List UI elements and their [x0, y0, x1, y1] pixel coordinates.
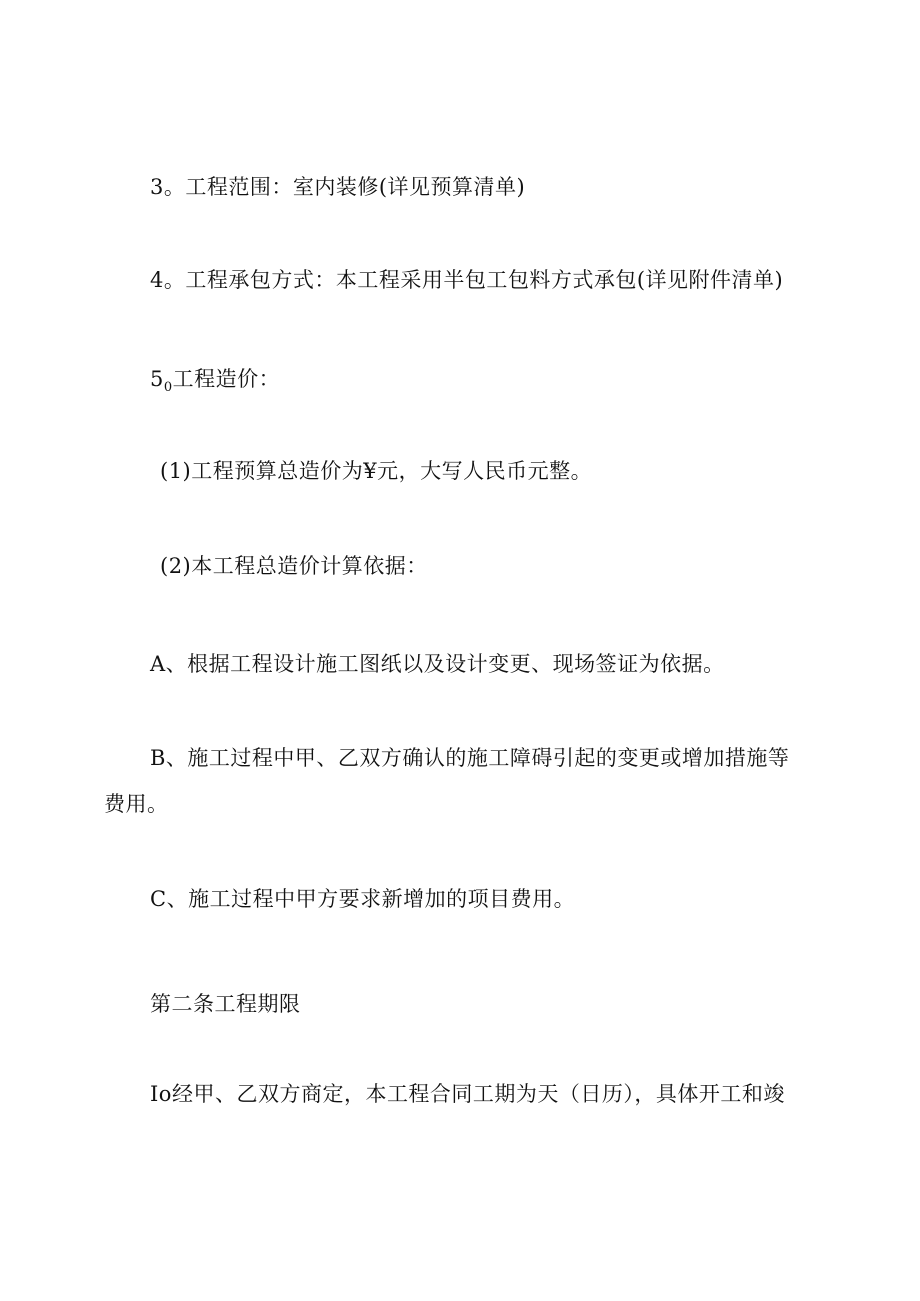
item-3-scope: 3。工程范围：室内装修(详见预算清单) — [150, 175, 526, 199]
term-item-1: Io经甲、乙双方商定，本工程合同工期为天（日历），具体开工和竣 — [150, 1082, 785, 1106]
basis-a: A、根据工程设计施工图纸以及设计变更、现场签证为依据。 — [150, 652, 725, 676]
article-2-title: 第二条工程期限 — [150, 992, 301, 1016]
item-5-label: 工程造价： — [172, 367, 281, 391]
item-5-cost-heading — [150, 365, 280, 402]
cost-item-1: (1)工程预算总造价为¥元，大写人民币元整。 — [160, 459, 593, 483]
item-5-subscript: 0 — [163, 380, 173, 395]
basis-b-line-2: 费用。 — [104, 792, 169, 816]
item-4-contract-method: 4。工程承包方式：本工程采用半包工包料方式承包(详见附件清单) — [150, 268, 784, 292]
cost-item-2: (2)本工程总造价计算依据： — [160, 554, 428, 578]
item-5-number: 5 — [150, 367, 164, 391]
basis-c: C、施工过程中甲方要求新增加的项目费用。 — [150, 887, 576, 911]
basis-b-line-1: B、施工过程中甲、乙双方确认的施工障碍引起的变更或增加措施等 — [150, 746, 790, 770]
